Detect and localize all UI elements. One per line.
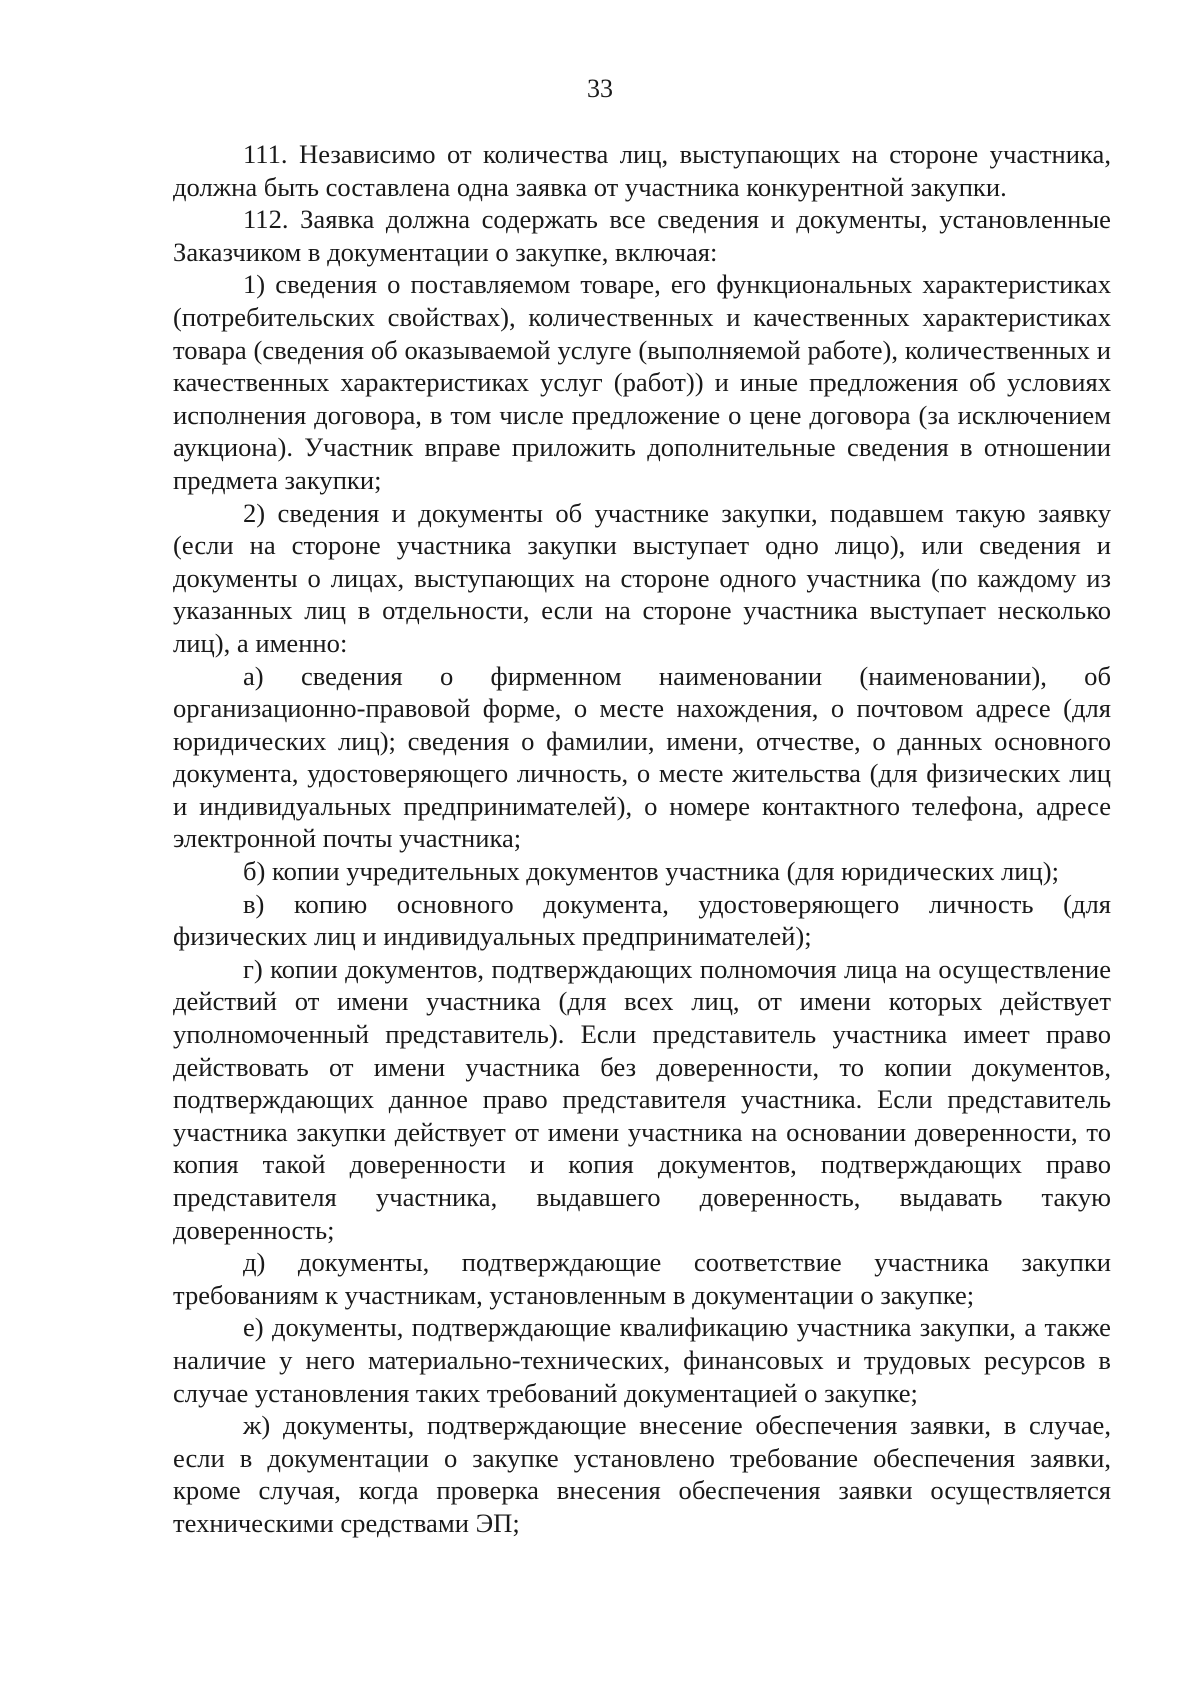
sub-item-zh: ж) документы, подтверждающие внесение обеспечения заявки, в случае, если в документации о закупке установлено требование обеспечения заявки, кроме случая, когда проверка внесения обеспечения заявки осуществляется техническими средствами ЭП; [173, 1410, 1111, 1538]
sub-item-a: а) сведения о фирменном наименовании (наименовании), об организационно-правовой форме, о месте нахождения, о почтовом адресе (для юридических лиц); сведения о фамилии, имени, отчестве, о данных основного документа, удостоверяющего личность, о месте жительства (для физических лиц и индивидуальных предпринимателей), о номере контактного телефона, адресе электронной почты участника; [173, 660, 1111, 854]
sub-item-b: б) копии учредительных документов участника (для юридических лиц); [243, 856, 1060, 887]
list-item-1: 1) сведения о поставляемом товаре, его функциональных характеристиках (потребительских свойствах), количественных и качественных характеристиках товара (сведения об оказываемой услуге (выполняемой работе), количественных и качественных характеристиках услуг (работ)) и иные предложения об условиях исполнения договора, в том числе предложение о цене договора (за исключением аукциона). Участник вправе приложить дополнительные сведения в отношении предмета закупки; [173, 269, 1111, 495]
paragraph-112: 112. Заявка должна содержать все сведения и документы, установленные Заказчиком в документации о закупке, включая: [173, 204, 1111, 267]
sub-item-g: г) копии документов, подтверждающих полномочия лица на осуществление действий от имени участника (для всех лиц, от имени которых действует уполномоченный представитель). Если представитель участника имеет право действовать от имени участника без доверенности, то копии документов, подтверждающих данное право представителя участника. Если представитель участника закупки действует от имени участника на основании доверенности, то копия такой доверенности и копия документов, подтверждающих право представителя участника, выдавшего доверенность, выдавать такую доверенность; [173, 953, 1111, 1245]
sub-item-v: в) копию основного документа, удостоверяющего личность (для физических лиц и индивидуальных предпринимателей); [173, 888, 1111, 952]
list-item-2: 2) сведения и документы об участнике закупки, подавшем такую заявку (если на стороне участника закупки выступает одно лицо), или сведения и документы о лицах, выступающих на стороне одного участника (по каждому из указанных лиц в отдельности, если на стороне участника выступает несколько лиц), а именно: [173, 497, 1111, 658]
sub-item-e: е) документы, подтверждающие квалификацию участника закупки, а также наличие у него материально-технических, финансовых и трудовых ресурсов в случае установления таких требований документацией о закупке; [173, 1312, 1111, 1408]
page-number: 33 [587, 74, 613, 103]
sub-item-d: д) документы, подтверждающие соответствие участника закупки требованиям к участникам, установленным в документации о закупке; [173, 1247, 1111, 1310]
paragraph-111: 111. Независимо от количества лиц, выступающих на стороне участника, должна быть составлена одна заявка от участника конкурентной закупки. [173, 139, 1111, 202]
document-body [173, 138, 1111, 1540]
